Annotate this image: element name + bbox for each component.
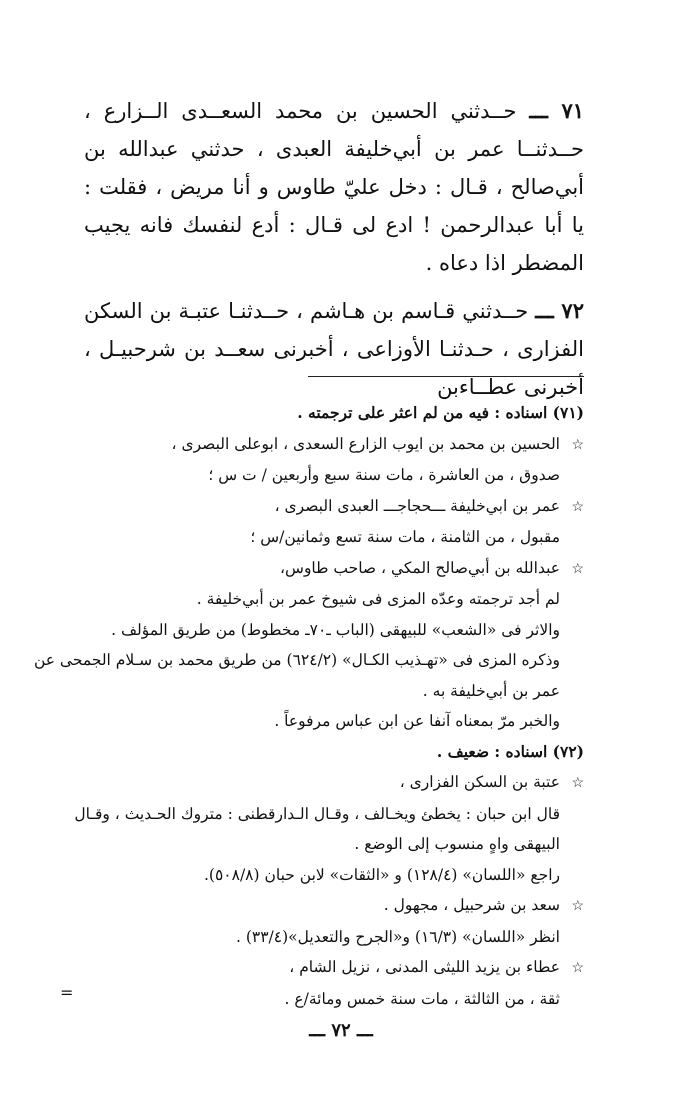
footnote-text: سعد بن شرحبيل ، مجهول . (383, 896, 560, 914)
footnote-line (44, 984, 584, 1015)
footnote-line (33, 645, 584, 676)
footnote-text: عمر بن أبي‌خليفة به . (422, 681, 560, 700)
footnote-text: والاثر فى «الشعب» للبيهقى (الباب ـ٧٠ـ مخطوط) من طريق المؤلف . (111, 620, 560, 639)
footnote-line (44, 676, 584, 707)
footnote-text: مقبول ، من الثامنة ، مات سنة تسع وثمانين/س ؛ (250, 528, 560, 546)
footnote-header (44, 737, 584, 768)
footnote-line (44, 829, 584, 860)
footnote-text: راجع «اللسان» (١٢٨/٤) و «الثقات» لابن حبان (٥٠٨/٨). (204, 865, 560, 884)
footnote-line (44, 584, 584, 615)
star-icon: ☆ (571, 436, 584, 453)
footnote-text: لم أجد ترجمته وعدّه المزى فى شيوخ عمر بن أبي‌خليفة . (196, 590, 560, 608)
footnote-line (44, 799, 584, 830)
narration-number: ٧١ ـــ (529, 98, 584, 123)
star-icon: ☆ (571, 560, 584, 577)
footnote-text: (٧٢) اسناده : ضعيف . (436, 741, 584, 761)
star-icon: ☆ (571, 775, 584, 791)
footnote-text: والخبر مرّ بمعناه آنفا عن ابن عباس مرفوعاً . (274, 712, 560, 730)
footnote-text: عطاء بن يزيد الليثى المدنى ، نزيل الشام ، (289, 958, 560, 976)
narration-text: حــدثني الحسين بن محمد السعــدى الــزارع ، حــدثنــا عمر بن أبي‌خليفة العبدى ، حدثني عبدالله بن أبي‌صالح ، قـال : دخل عليّ طاوس و أنا مريض ، فقلت : يا أبا عبدالرحمن ! ادع لى قـال : أدع لنفسك فانه يجيب المضطر اذا دعاه . (84, 99, 584, 275)
footnote-narrator (44, 491, 584, 523)
footnote-text: انظر «اللسان» (١٦/٣) و«الجرح والتعديل»(٣٣/٤) . (235, 927, 560, 946)
footnote-narrator (44, 952, 584, 984)
footnote-text: عمر بن ابي‌خليفة ـــحجاجـــ العبدى البصرى ، (274, 496, 560, 515)
footnote-header (44, 398, 584, 429)
narration-71 (84, 92, 584, 282)
narration-72 (84, 292, 584, 406)
footnote-line (44, 615, 584, 646)
footnote-line (44, 922, 584, 953)
star-icon: ☆ (571, 498, 584, 515)
footnote-line (44, 460, 584, 491)
star-icon: ☆ (571, 960, 584, 976)
footnote-line (44, 860, 584, 891)
footnote-text: (٧١) اسناده : فيه من لم اعثر على ترجمته . (297, 403, 584, 422)
footnote-text: صدوق ، من العاشرة ، مات سنة سبع وأربعين / ت س ؛ (208, 466, 560, 484)
footnote-line (44, 522, 584, 553)
footnote-text: عتبة بن السكن الفزارى ، (399, 773, 560, 791)
footnote-text: البيهقى واهٍ منسوب إلى الوضع . (354, 835, 560, 853)
footnote-text: قال ابن حبان : يخطئ ويخـالف ، وقـال الـدارقطنى : متروك الحـديث ، وقـال (74, 804, 560, 823)
footnote-narrator (44, 429, 584, 461)
footnote-narrator (44, 890, 584, 922)
main-text (84, 92, 584, 416)
narration-text: حــدثني قـاسم بن هـاشم ، حــدثنـا عتبـة بن السكن الفزارى ، حـدثنـا الأوزاعى ، أخبرنى سعــد بن شرحبيـل ، أخبرنى عطــاءبن (84, 299, 584, 399)
footnote-narrator (44, 553, 584, 585)
continuation-mark: = (60, 983, 74, 1002)
footnote-divider (308, 376, 584, 377)
narration-number: ٧٢ ـــ (535, 298, 584, 323)
footnotes (33, 398, 584, 1014)
footnote-text: عبدالله بن أبي‌صالح المكي ، صاحب طاوس، (280, 558, 560, 577)
footnote-text: الحسين بن محمد بن ايوب الزارع السعدى ، ابوعلى البصرى ، (171, 434, 560, 453)
footnote-narrator (44, 767, 584, 799)
footnote-line (44, 706, 584, 737)
footnote-text: وذكره المزى فى «تهـذيب الكـال» (٦٢٤/٢) من طريق محمد بن سـلام الجمحى عن (33, 651, 560, 669)
star-icon: ☆ (571, 898, 584, 914)
page-number: ـــ ٧٢ ـــ (309, 1020, 373, 1041)
footnote-text: ثقة ، من الثالثة ، مات سنة خمس ومائة/ع . (284, 989, 560, 1008)
